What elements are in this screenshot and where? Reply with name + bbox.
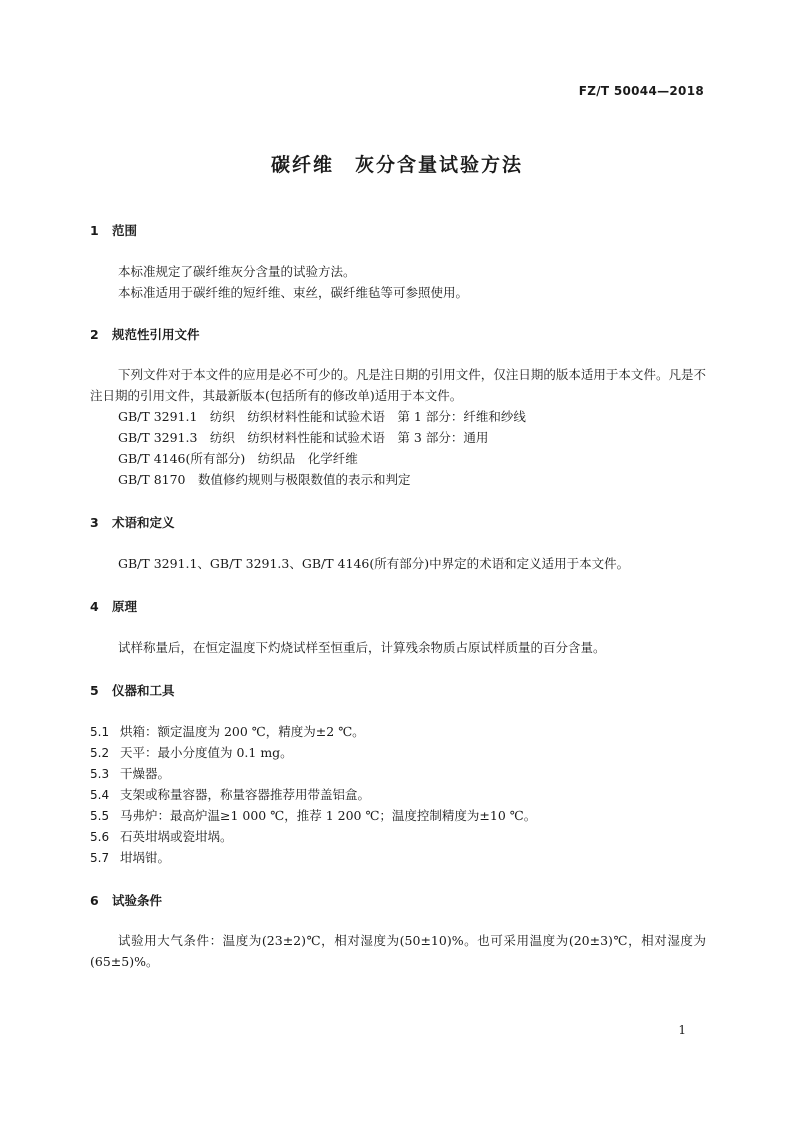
scope-line: 本标准规定了碳纤维灰分含量的试验方法。 [118,264,356,279]
references-intro-paragraph: 下列文件对于本文件的应用是必不可少的。凡是注日期的引用文件，仅注日期的版本适用于本文件。凡是不注日期的引用文件，其最新版本(包括所有的修改单)适用于本文件。 [90,367,706,403]
principle-paragraph: 试样称量后，在恒定温度下灼烧试样至恒重后，计算残余物质占原试样质量的百分含量。 [118,640,606,655]
item-number: 5.3 [90,767,110,781]
item-text: 支架或称量容器，称量容器推荐用带盖铝盒。 [120,787,371,802]
apparatus-item [90,848,170,866]
section-heading-normative-references [90,325,200,343]
page-number: 1 [678,1023,686,1037]
reference-item: GB/T 3291.3 纺织 纺织材料性能和试验术语 第 3 部分：通用 [118,430,489,445]
section-title: 规范性引用文件 [112,327,200,342]
reference-item: GB/T 8170 数值修约规则与极限数值的表示和判定 [118,472,411,487]
item-number: 5.2 [90,746,110,760]
section-number: 6 [90,893,99,908]
section-title: 仪器和工具 [112,683,175,698]
item-number: 5.1 [90,725,110,739]
section-title: 原理 [112,599,138,614]
item-text: 马弗炉：最高炉温≥1 000 ℃，推荐 1 200 ℃；温度控制精度为±10 ℃。 [120,808,537,823]
section-title: 术语和定义 [112,515,175,530]
item-text: 干燥器。 [120,766,171,781]
item-text: 天平：最小分度值为 0.1 mg。 [120,745,293,760]
section-number: 5 [90,683,99,698]
section-heading-principle [90,597,137,615]
section-title: 范围 [112,223,138,238]
document-title: 碳纤维 灰分含量试验方法 [270,154,523,176]
apparatus-item [90,806,536,824]
section-heading-scope [90,221,137,239]
scope-line: 本标准适用于碳纤维的短纤维、束丝，碳纤维毡等可参照使用。 [118,285,469,300]
standard-code: FZ/T 50044—2018 [578,84,704,98]
reference-item: GB/T 3291.1 纺织 纺织材料性能和试验术语 第 1 部分：纤维和纱线 [118,409,526,424]
item-text: 烘箱：额定温度为 200 ℃，精度为±2 ℃。 [120,724,365,739]
item-number: 5.4 [90,788,110,802]
apparatus-item [90,743,293,761]
section-heading-apparatus [90,681,175,699]
section-number: 1 [90,223,99,238]
item-number: 5.6 [90,830,110,844]
reference-item: GB/T 4146(所有部分) 纺织品 化学纤维 [118,451,358,466]
test-conditions-paragraph: 试验用大气条件：温度为(23±2)℃，相对湿度为(50±10)%。也可采用温度为(20±3)℃，相对湿度为(65±5)%。 [90,933,706,969]
apparatus-item [90,827,233,845]
apparatus-item [90,764,170,782]
terms-paragraph: GB/T 3291.1、GB/T 3291.3、GB/T 4146(所有部分)中界定的术语和定义适用于本文件。 [118,556,630,571]
section-title: 试验条件 [112,893,163,908]
item-number: 5.5 [90,809,110,823]
section-heading-test-conditions [90,891,162,909]
section-heading-terms [90,513,175,531]
apparatus-item [90,785,370,803]
item-text: 坩埚钳。 [120,850,171,865]
item-number: 5.7 [90,851,110,865]
apparatus-item [90,722,365,740]
section-number: 3 [90,515,99,530]
section-number: 4 [90,599,99,614]
item-text: 石英坩埚或瓷坩埚。 [120,829,233,844]
section-number: 2 [90,327,99,342]
